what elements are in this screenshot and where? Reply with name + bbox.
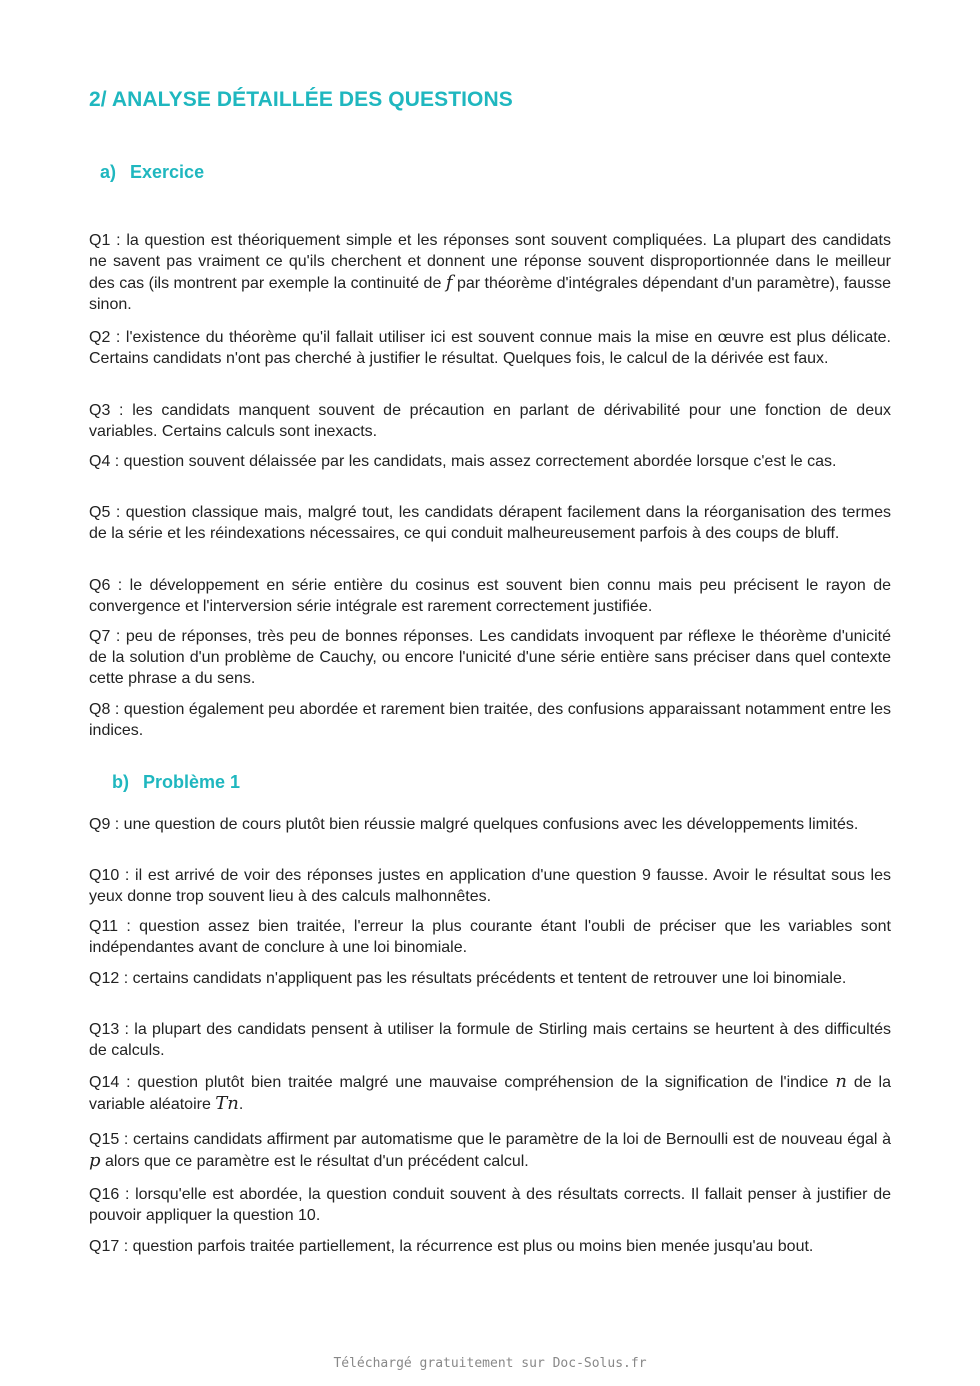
subsection-a-heading	[100, 162, 204, 183]
math-var-p: p	[89, 1150, 101, 1171]
paragraph-q11: Q11 : question assez bien traitée, l'erreur la plus courante étant l'oubli de préciser que les variables sont indépendantes avant de conclure à une loi binomiale.	[89, 918, 891, 956]
subsection-a-title: Exercice	[130, 162, 205, 182]
paragraph-q14: Q14 : question plutôt bien traitée malgré une mauvaise compréhension de la signification de l'indice n de la variable aléatoire Tn.	[89, 1071, 892, 1114]
footer-watermark: Téléchargé gratuitement sur Doc-Solus.fr	[333, 1356, 647, 1371]
paragraph-q7: Q7 : peu de réponses, très peu de bonnes réponses. Les candidats invoquent par réflexe le théorème d'unicité de la solution d'un problème de Cauchy, ou encore l'unicité d'une série entière sans préciser dans quel contexte cette phrase a du sens.	[89, 628, 891, 687]
paragraph-q12: Q12 : certains candidats n'appliquent pas les résultats précédents et tentent de retrouver une loi binomiale.	[89, 970, 847, 987]
subsection-b-label: b)	[112, 772, 129, 792]
math-var-tn: Tn	[215, 1093, 239, 1114]
paragraph-q3: Q3 : les candidats manquent souvent de précaution en parlant de dérivabilité pour une fonction de deux variables. Certains calculs sont inexacts.	[89, 402, 891, 440]
subsection-a-label: a)	[100, 162, 117, 182]
paragraph-q13: Q13 : la plupart des candidats pensent à utiliser la formule de Stirling mais certains se heurtent à des difficultés de calculs.	[89, 1021, 891, 1059]
paragraph-q6: Q6 : le développement en série entière du cosinus est souvent bien connu mais peu précisent le rayon de convergence et l'interversion série intégrale est rarement correctement justifiée.	[89, 577, 891, 615]
paragraph-q1: Q1 : la question est théoriquement simple et les réponses sont souvent compliquées. La plupart des candidats ne savent pas vraiment ce qu'ils cherchent et donnent une réponse souvent disproportionnée dans le meilleur des cas (ils montrent par exemple la continuité de f par théorème d'intégrales dépendant d'un paramètre), fausse sinon.	[89, 232, 892, 313]
paragraph-q2: Q2 : l'existence du théorème qu'il fallait utiliser ici est souvent connue mais la mise en œuvre est plus délicate. Certains candidats n'ont pas cherché à justifier le résultat. Quelques fois, le calcul de la dérivée est faux.	[89, 329, 891, 367]
subsection-b-heading	[112, 772, 240, 793]
paragraph-q9: Q9 : une question de cours plutôt bien réussie malgré quelques confusions avec les développements limités.	[89, 816, 859, 833]
paragraph-q16: Q16 : lorsqu'elle est abordée, la question conduit souvent à des résultats corrects. Il fallait penser à justifier de pouvoir appliquer la question 10.	[89, 1186, 891, 1224]
section-title: 2/ ANALYSE DÉTAILLÉE DES QUESTIONS	[89, 88, 513, 111]
paragraph-q17: Q17 : question parfois traitée partiellement, la récurrence est plus ou moins bien menée jusqu'au bout.	[89, 1238, 814, 1255]
math-var-n: n	[835, 1071, 847, 1092]
paragraph-q4: Q4 : question souvent délaissée par les candidats, mais assez correctement abordée lorsque c'est le cas.	[89, 453, 837, 470]
paragraph-q5: Q5 : question classique mais, malgré tout, les candidats dérapent facilement dans la réorganisation des termes de la série et les réindexations nécessaires, ce qui conduit malheureusement parfois à des coups de bluff.	[89, 504, 891, 542]
paragraph-q15: Q15 : certains candidats affirment par automatisme que le paramètre de la loi de Bernoulli est de nouveau égal à p alors que ce paramètre est le résultat d'un précédent calcul.	[89, 1131, 891, 1171]
subsection-b-title: Problème 1	[143, 772, 241, 792]
math-var-f: f	[445, 272, 453, 293]
paragraph-q8: Q8 : question également peu abordée et rarement bien traitée, des confusions apparaissant notamment entre les indices.	[89, 701, 891, 739]
paragraph-q10: Q10 : il est arrivé de voir des réponses justes en application d'une question 9 fausse. Avoir le résultat sous les yeux donne trop souvent lieu à des calculs malhonnêtes.	[89, 867, 891, 905]
